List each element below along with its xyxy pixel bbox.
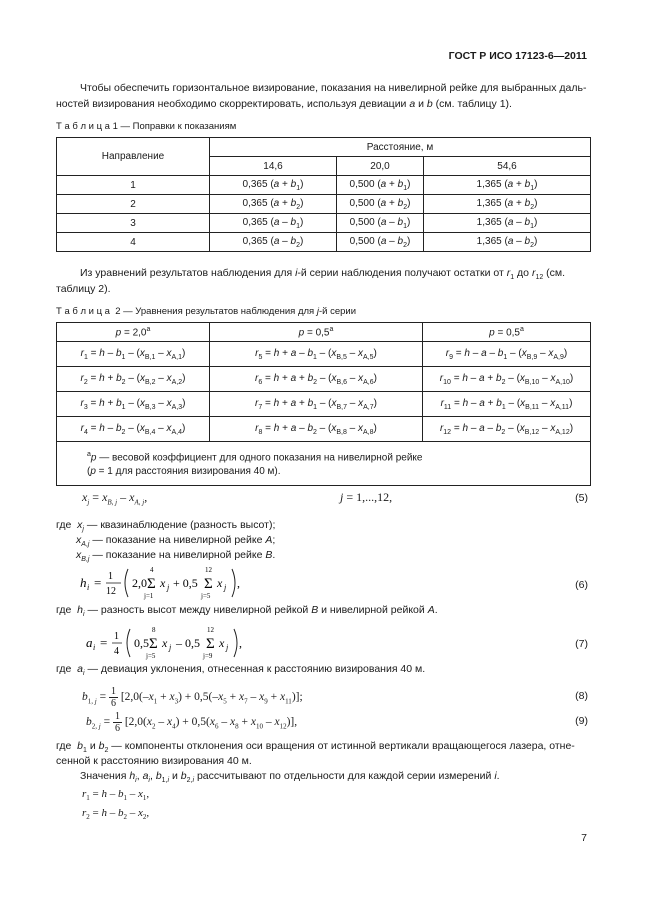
table2-cell: $r_1 = h - b_1 - (x_{B,1} - x_{A,1})$ <box>57 342 210 367</box>
table2-weight-3: p = 0,5$^a$ <box>423 323 591 342</box>
table1-cell: 2 <box>57 195 210 214</box>
table2-cell: $r_9 = h - a - b_1 - (x_{B,9} - x_{A,9})$ <box>423 342 591 367</box>
equation-6 <box>80 563 280 603</box>
table-row <box>57 176 591 195</box>
table2-weight-2: p = 0,5$^a$ <box>210 323 423 342</box>
mid-text-line-2: таблицу 2). <box>56 283 111 295</box>
svg-text:x: x <box>160 576 166 590</box>
svg-text:0,5: 0,5 <box>134 636 149 650</box>
table1-cell: 0,500 $(a - b_1)$ <box>337 214 424 233</box>
table2-weight-1: p = 2,0$^a$ <box>57 323 210 342</box>
standard-header: ГОСТ Р ИСО 17123-6—2011 <box>448 50 587 62</box>
where-5-line-1: где $x_j$ — квазинаблюдение (разность высот); <box>56 519 276 534</box>
table1-cell: 0,500 $(a + b_2)$ <box>337 195 424 214</box>
equation-9: $b_{2, j} = 1$ 6 $[2,0(x_2 - x_4) + 0,5(x_6 - x_8 + x_{10} - x_{12})]$, <box>86 711 298 734</box>
table2-cell: $r_8 = h + a - b_2 - (x_{B,8} - x_{A,8})$ <box>210 417 423 442</box>
svg-text:,: , <box>239 636 242 650</box>
table-row <box>57 392 591 417</box>
residual-r1: $r_1 = h - b_1 - x_1$, <box>82 788 150 803</box>
svg-text:,: , <box>237 576 240 590</box>
svg-text:i: i <box>93 643 96 652</box>
svg-text:Σ: Σ <box>149 636 158 652</box>
page-number: 7 <box>581 832 587 844</box>
svg-text:12: 12 <box>207 626 214 634</box>
table1-cell: 4 <box>57 233 210 252</box>
equation-5-range: j = 1,...,12, <box>340 490 393 504</box>
svg-text:h: h <box>80 575 87 590</box>
table2-cell: $r_4 = h - b_2 - (x_{B,4} - x_{A,4})$ <box>57 417 210 442</box>
svg-text:j: j <box>169 643 172 652</box>
svg-text:Σ: Σ <box>204 576 213 592</box>
svg-text:a: a <box>86 635 93 650</box>
svg-text:j: j <box>226 643 229 652</box>
table1-cell: 1,365 $(a - b_1)$ <box>424 214 591 233</box>
equation-8-number: (8) <box>575 690 588 702</box>
table1-cell: 0,365 $(a - b_1)$ <box>210 214 337 233</box>
table1-header-distance: Расстояние, м <box>210 138 591 157</box>
svg-text:j: j <box>224 583 227 592</box>
svg-text:12: 12 <box>106 586 116 597</box>
table1-distance-1: 14,6 <box>210 157 337 176</box>
svg-text:4: 4 <box>114 646 119 657</box>
table2-caption: Т а б л и ц а 2 — Уравнения результатов наблюдения для j-й серии <box>56 306 357 317</box>
svg-text:x: x <box>217 576 223 590</box>
table-row <box>57 214 591 233</box>
where-5-line-2: $x_{A,j}$ — показание на нивелирной рейке A; <box>76 534 276 549</box>
table1-cell: 0,365 $(a + b_2)$ <box>210 195 337 214</box>
table1-cell: 3 <box>57 214 210 233</box>
svg-text:Σ: Σ <box>147 576 156 592</box>
where-7: где $a_i$ — девиация уклонения, отнесенная к расстоянию визирования 40 м. <box>56 663 426 678</box>
table1-cell: 1,365 $(a + b_1)$ <box>424 176 591 195</box>
table1-cell: 0,365 $(a - b_2)$ <box>210 233 337 252</box>
table-row <box>57 233 591 252</box>
svg-text:4: 4 <box>150 566 154 574</box>
equation-8: $b_{1, j} = 1$ 6 $[2,0(-x_1 + x_3) + 0,5(-x_5 + x_7 - x_9 + x_{11})]$; <box>82 686 303 709</box>
where-89-line-1: где $b_1$ и $b_2$ — компоненты отклонения оси вращения от истинной вертикали вращающегося лазера, отне- <box>56 740 575 755</box>
intro-line-1: Чтобы обеспечить горизонтальное визирование, показания на нивелирной рейке для выбранных даль- <box>80 82 587 94</box>
svg-text:1: 1 <box>114 631 119 642</box>
where-5-line-3: $x_{B,j}$ — показание на нивелирной рейке B. <box>76 549 276 564</box>
svg-text:x: x <box>219 636 225 650</box>
svg-text:12: 12 <box>205 566 212 574</box>
svg-text:=: = <box>100 635 108 650</box>
table-1 <box>56 137 591 252</box>
svg-text:– 0,5: – 0,5 <box>176 636 200 650</box>
table2-footnote: $^a$p — весовой коэффициент для одного показания на нивелирной рейке (p = 1 для расстояния визирования 40 м). <box>57 442 591 486</box>
table2-cell: $r_5 = h + a - b_1 - (x_{B,5} - x_{A,5})$ <box>210 342 423 367</box>
table1-cell: 0,500 $(a + b_1)$ <box>337 176 424 195</box>
table1-cell: 1,365 $(a - b_2)$ <box>424 233 591 252</box>
equation-5: $x_j = x_{B, j} - x_{A, j}$, <box>82 490 148 507</box>
where-89-line-3: Значения $h_i$, $a_i$, $b_{1,i}$ и $b_{2,i}$ рассчитывают по отдельности для каждой серии измерений i. <box>80 770 500 785</box>
svg-text:i: i <box>87 583 90 592</box>
svg-text:=: = <box>94 575 102 590</box>
table2-cell: $r_{10} = h - a + b_2 - (x_{B,10} - x_{A,10})$ <box>423 367 591 392</box>
svg-text:j=5: j=5 <box>146 652 156 660</box>
table2-cell: $r_7 = h + a + b_1 - (x_{B,7} - x_{A,7})$ <box>210 392 423 417</box>
svg-text:2,0: 2,0 <box>132 576 147 590</box>
table1-cell: 0,500 $(a - b_2)$ <box>337 233 424 252</box>
table2-cell: $r_{12} = h - a - b_2 - (x_{B,12} - x_{A,12})$ <box>423 417 591 442</box>
table1-caption: Т а б л и ц а 1 — Поправки к показаниям <box>56 121 237 132</box>
where-6: где $h_i$ — разность высот между нивелирной рейкой B и нивелирной рейкой A. <box>56 604 438 619</box>
table1-cell: 0,365 $(a + b_1)$ <box>210 176 337 195</box>
table-row <box>57 342 591 367</box>
svg-text:Σ: Σ <box>206 636 215 652</box>
intro-line-2: ностей визирования необходимо скорректировать, используя девиации a и b (см. таблицу 1). <box>56 98 512 110</box>
table1-header-direction: Направление <box>57 138 210 176</box>
mid-text-line-1: Из уравнений результатов наблюдения для i-й серии наблюдения получают остатки от $r_1$ до $r_{12}$ (см. <box>80 267 566 282</box>
svg-text:j: j <box>167 583 170 592</box>
table-row <box>57 417 591 442</box>
table1-distance-3: 54,6 <box>424 157 591 176</box>
residual-r2: $r_2 = h - b_2 - x_2$, <box>82 807 150 822</box>
table2-cell: $r_{11} = h - a + b_1 - (x_{B,11} - x_{A,11})$ <box>423 392 591 417</box>
equation-9-number: (9) <box>575 715 588 727</box>
svg-text:j=1: j=1 <box>144 592 154 600</box>
equation-5-number: (5) <box>575 492 588 504</box>
equation-7-number: (7) <box>575 638 588 650</box>
svg-text:8: 8 <box>152 626 156 634</box>
equation-7 <box>86 623 286 663</box>
table1-cell: 1 <box>57 176 210 195</box>
where-89-line-2: сенной к расстоянию визирования 40 м. <box>56 755 252 767</box>
equation-6-number: (6) <box>575 579 588 591</box>
table1-distance-2: 20,0 <box>337 157 424 176</box>
table-row <box>57 367 591 392</box>
svg-text:j=5: j=5 <box>201 592 211 600</box>
svg-text:+ 0,5: + 0,5 <box>173 576 198 590</box>
svg-text:j=9: j=9 <box>203 652 213 660</box>
table2-cell: $r_2 = h + b_2 - (x_{B,2} - x_{A,2})$ <box>57 367 210 392</box>
table1-cell: 1,365 $(a + b_2)$ <box>424 195 591 214</box>
svg-text:1: 1 <box>108 571 113 582</box>
svg-text:x: x <box>162 636 168 650</box>
table2-cell: $r_6 = h + a + b_2 - (x_{B,6} - x_{A,6})$ <box>210 367 423 392</box>
table-row <box>57 195 591 214</box>
table-2 <box>56 322 591 486</box>
table2-cell: $r_3 = h + b_1 - (x_{B,3} - x_{A,3})$ <box>57 392 210 417</box>
